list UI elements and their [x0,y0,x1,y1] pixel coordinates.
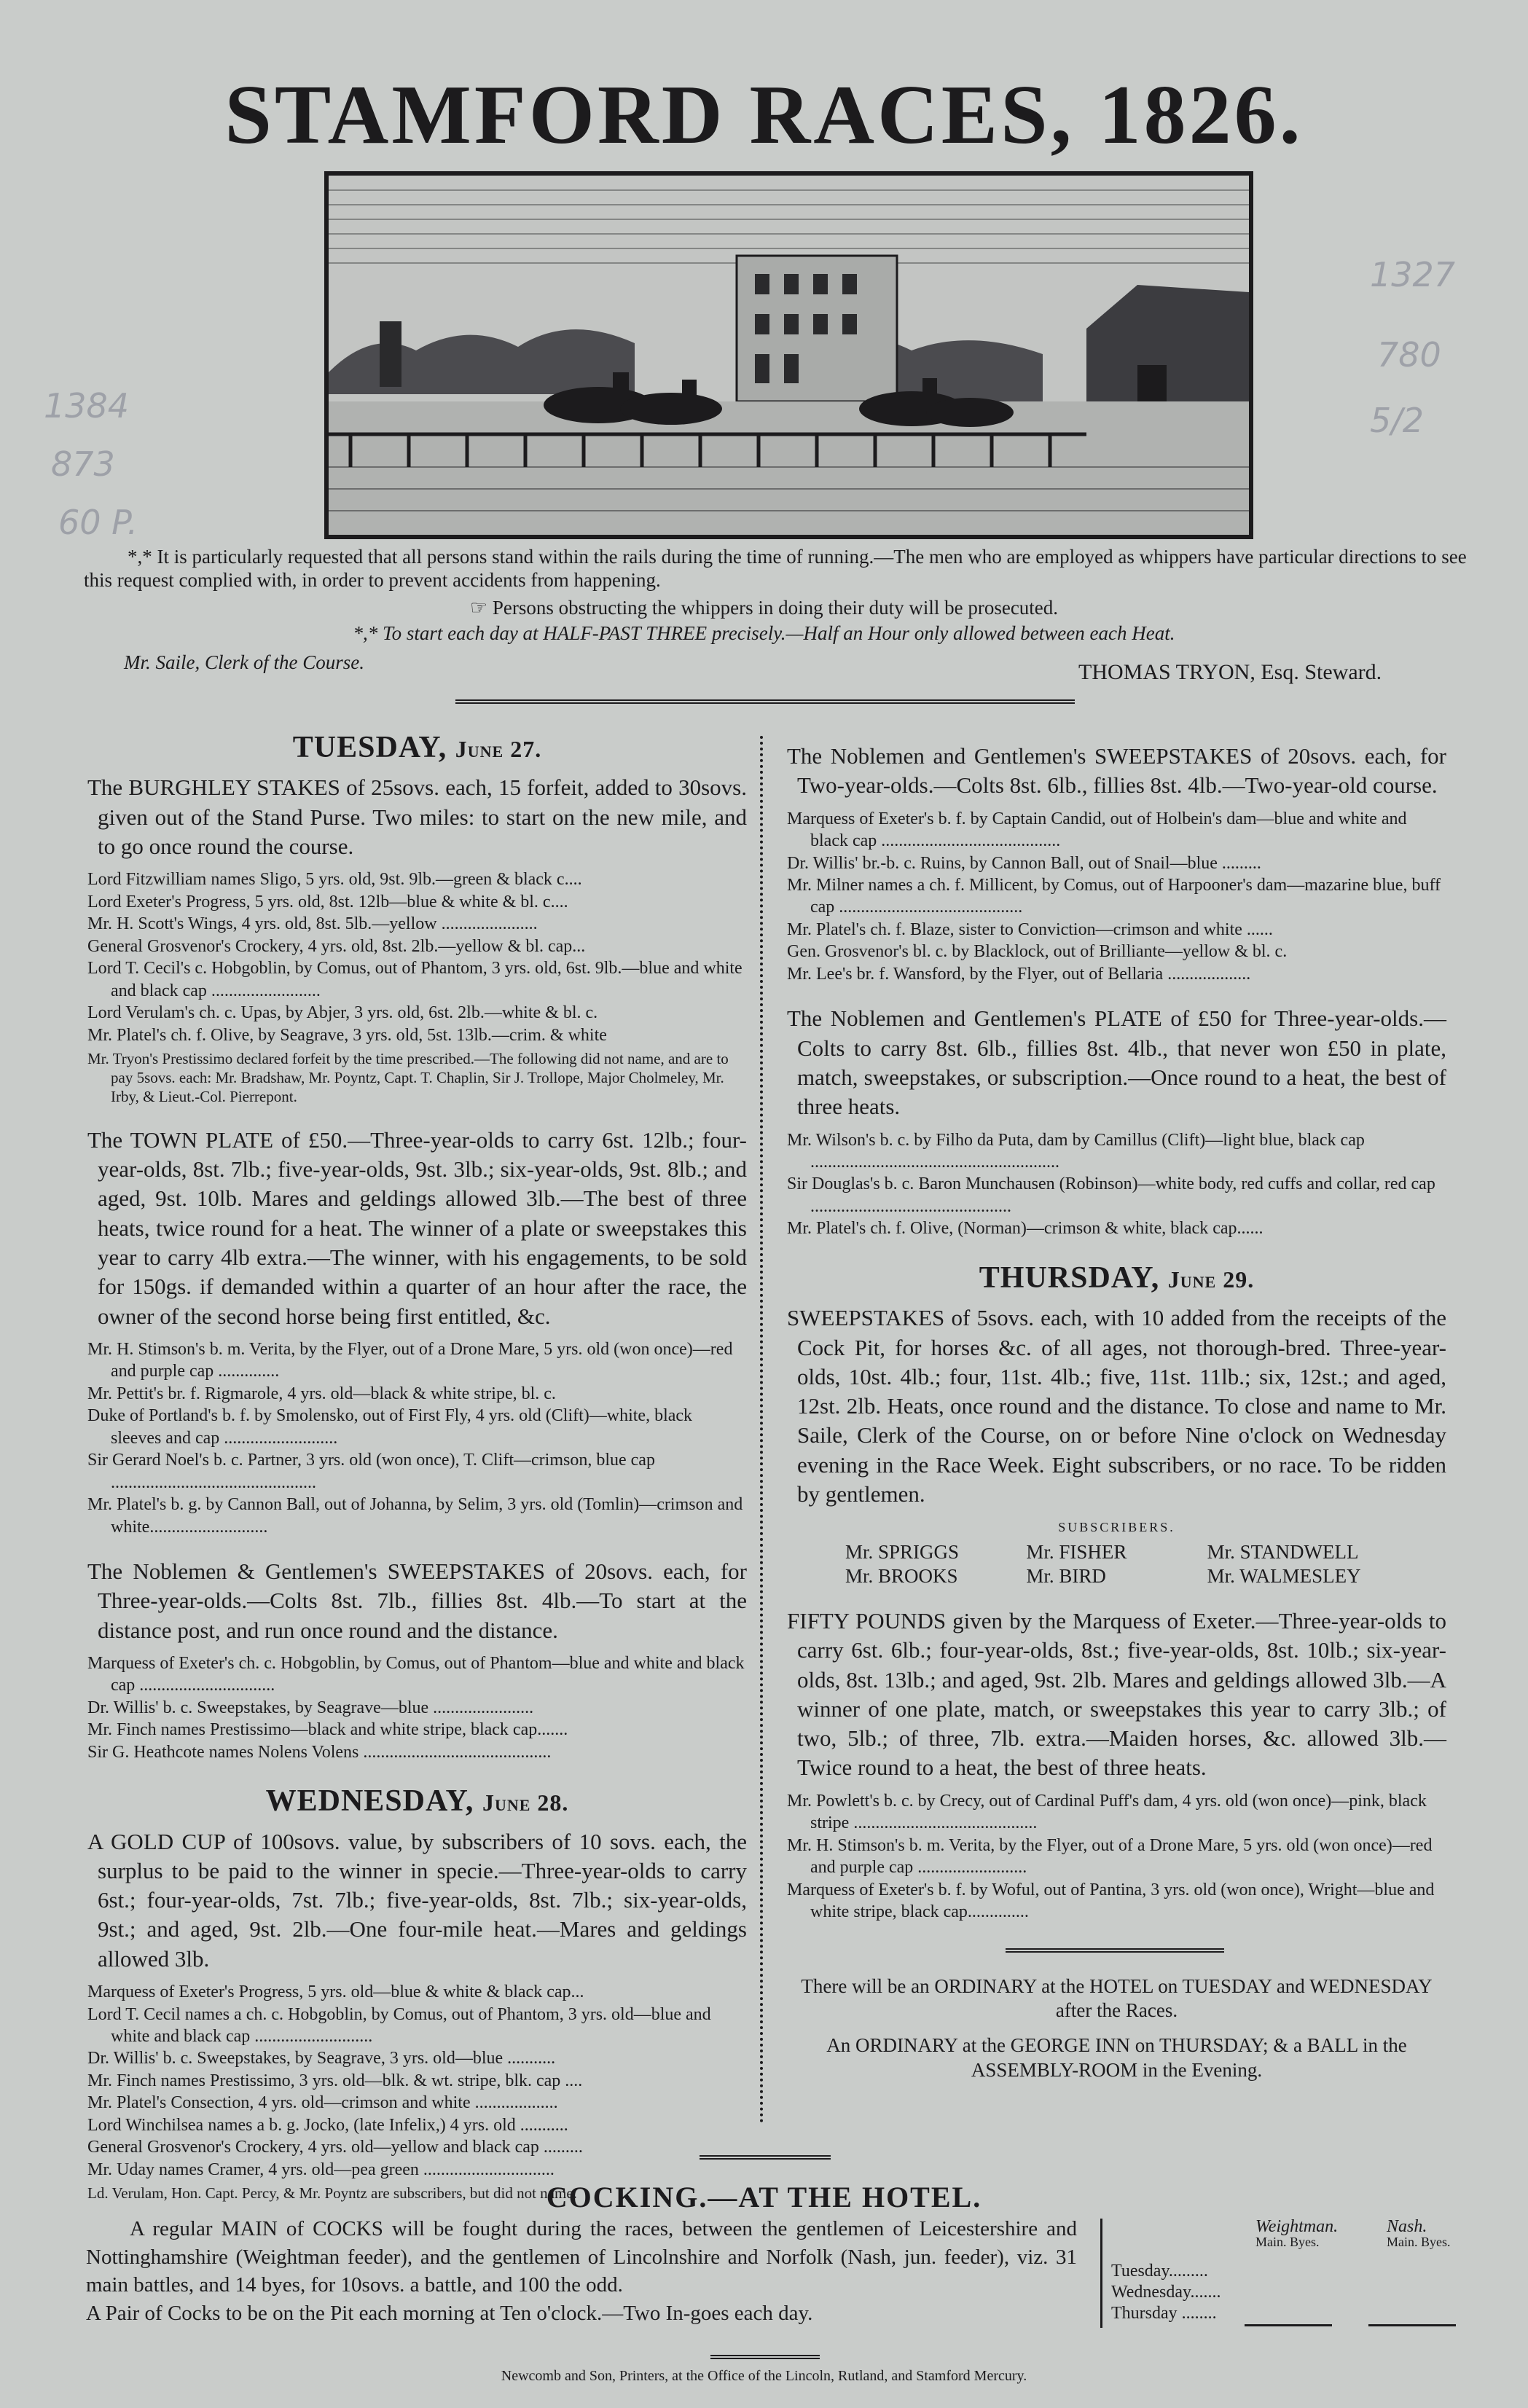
wednesday-plate-title: The Noblemen and Gentlemen's PLATE of £50 for Three-year-olds.—Colts to carry 8st. 6lb., fillies 8st. 4lb., that never won £50 in plate, match, sweepstakes, or subscription.—Once round to a heat, the best of three heats. [787,1005,1446,1120]
cocking-rule [700,2155,831,2160]
gold-cup-note: Ld. Verulam, Hon. Capt. Percy, & Mr. Poyntz are subscribers, but did not name. [87,2184,577,2203]
thursday-heading [787,1259,1446,1298]
clerk-of-course: Mr. Saile, Clerk of the Course. [124,651,364,673]
racecourse-woodcut [324,171,1253,539]
wednesday-heading [87,1782,747,1821]
tally-total-line [1245,2324,1332,2326]
ordinary-rule [1006,1948,1224,1953]
tuesday-date: June 27. [455,736,542,762]
start-time-notice: *,* To start each day at HALF-PAST THREE precisely.—Half an Hour only allowed between each Heat. [353,622,1175,644]
ordinary-hotel: There will be an ORDINARY at the HOTEL on TUESDAY and WEDNESDAY after the Races. [801,1974,1433,2022]
cocking-tally-table [1100,2219,1467,2328]
subscriber: Mr. BIRD [1026,1564,1106,1587]
list-item: Mr. Wilson's b. c. by Filho da Puta, dam by Camillus (Clift)—light blue, black cap ......................................................... [787,1130,1365,1172]
subscriber: Mr. STANDWELL [1207,1541,1359,1564]
subscriber: Mr. WALMESLEY [1207,1564,1361,1587]
list-item: Mr. Platel's b. g. by Cannon Ball, out of Johanna, by Selim, 3 yrs. old (Tomlin)—crimson and white........................... [87,1495,743,1537]
footer-rule [710,2355,820,2359]
list-item: Marquess of Exeter's b. f. by Woful, out of Pantina, 3 yrs. old (won once), Wright—blue and white stripe, black cap.............. [787,1880,1435,1922]
list-item: Lord T. Cecil names a ch. c. Hobgoblin, by Comus, out of Phantom, 3 yrs. old—blue and white and black cap ........................... [87,2004,711,2046]
list-item: Mr. H. Stimson's b. m. Verita, by the Flyer, out of a Drone Mare, 5 yrs. old (won once)—red and purple cap ......................... [787,1835,1433,1878]
list-item: Marquess of Exeter's ch. c. Hobgoblin, by Comus, out of Phantom—blue and white and black cap ............................... [87,1653,745,1695]
tally-total-line [1368,2324,1456,2326]
thursday-date: June 29. [1167,1266,1255,1293]
subscriber: Mr. SPRIGGS [845,1541,960,1564]
tuesday-day: TUESDAY, [292,731,447,764]
thursday-sweepstakes-title: SWEEPSTAKES of 5sovs. each, with 10 added from the receipts of the Cock Pit, for horses &c. of all ages, not thorough-bred. Three-year-olds, 10st. 4lb.; four, 11st. 4lb.; five, 11st. 11lb.; six, 12st.; and aged, 12st. 2lb. Heats, once round and the distance. To close and name to Mr. Saile, Clerk of the Course, on or before Nine o'clock on Wednesday evening in the Race Week. Eight subscribers, or no race. To be ridden by gentlemen. [787,1305,1446,1507]
list-item: Dr. Willis' b. c. Sweepstakes, by Seagrave, 3 yrs. old—blue ........... [87,2049,556,2068]
list-item: General Grosvenor's Crockery, 4 yrs. old—yellow and black cap ......... [87,2138,583,2157]
pencil-annotation: 780 [1377,335,1441,374]
list-item: Lord T. Cecil's c. Hobgoblin, by Comus, out of Phantom, 3 yrs. old, 6st. 9lb.—blue and white and black cap ......................... [87,959,743,1000]
pencil-annotation: 60 P. [58,503,138,542]
tally-sub-nash: Main. Byes. [1387,2235,1451,2249]
tally-header-weightman: Weightman. [1255,2217,1339,2236]
list-item: Lord Exeter's Progress, 5 yrs. old, 8st. 12lb—blue & white & bl. c.... [87,892,568,911]
left-column [87,729,747,2203]
right-column [787,742,1446,2083]
whippers-notice: ☞ Persons obstructing the whippers in doing their duty will be prosecuted. [469,597,1059,619]
thursday-day: THURSDAY, [979,1260,1160,1295]
list-item: Mr. Uday names Cramer, 4 yrs. old—pea green .............................. [87,2160,555,2179]
subscriber: Mr. FISHER [1026,1541,1127,1564]
tally-row: Wednesday....... [1111,2282,1221,2302]
list-item: Lord Fitzwilliam names Sligo, 5 yrs. old, 9st. 9lb.—green & black c.... [87,870,582,890]
list-item: Mr. Powlett's b. c. by Crecy, out of Cardinal Puff's dam, 4 yrs. old (won once)—pink, black stripe .......................................... [787,1791,1427,1833]
gold-cup-title: A GOLD CUP of 100sovs. value, by subscribers of 10 sovs. each, the surplus to be paid to the winner in specie.—Three-year-olds to carry 6st.; four-year-olds, 7st. 7lb.; five-year-olds, 8st. 7lb.; six-year-olds, 9st.; and aged, 9st. 2lb.—One four-mile heat.—Mares and geldings allowed 3lb. [87,1828,747,1972]
racecourse-engraving [329,176,1249,535]
list-item: Mr. Platel's ch. f. Blaze, sister to Conviction—crimson and white ...... [787,919,1273,939]
list-item: Dr. Willis' br.-b. c. Ruins, by Cannon Ball, out of Snail—blue ......... [787,853,1261,873]
page-title: STAMFORD RACES, 1826. [224,68,1304,162]
cocking-main: A regular MAIN of COCKS will be fought during the races, between the gentlemen of Leicestershire and Nottinghamshire (Weightman feeder), and the gentlemen of Lincolnshire and Norfolk (Nash, jun. feeder), viz. 31 main battles, and 14 byes, for 10sovs. a battle, and 100 the odd. [86,2217,1077,2297]
cocking-pair: A Pair of Cocks to be on the Pit each morning at Ten o'clock.—Two In-goes each day. [86,2301,813,2325]
pencil-annotation: 1384 [44,386,130,425]
subscribers-label: SUBSCRIBERS. [1058,1520,1175,1535]
wednesday-date: June 28. [482,1789,569,1816]
list-item: Mr. Lee's br. f. Wansford, by the Flyer, out of Bellaria ................... [787,964,1251,984]
list-item: Duke of Portland's b. f. by Smolensko, out of First Fly, 4 yrs. old (Clift)—white, black sleeves and cap .......................... [87,1406,693,1448]
list-item: Sir G. Heathcote names Nolens Volens ........................................... [87,1742,552,1762]
printer-imprint: Newcomb and Son, Printers, at the Office of the Lincoln, Rutland, and Stamford Mercury. [501,2368,1027,2384]
ordinary-george-inn: An ORDINARY at the GEORGE INN on THURSDAY; & a BALL in the ASSEMBLY-ROOM in the Evening. [826,2034,1407,2081]
wednesday-sweepstakes-title: The Noblemen and Gentlemen's SWEEPSTAKES of 20sovs. each, for Two-year-olds.—Colts 8st. 6lb., fillies 8st. 4lb.—Two-year-old course. [787,743,1446,799]
list-item: Sir Gerard Noel's b. c. Partner, 3 yrs. old (won once), T. Clift—crimson, blue cap ............................................... [87,1451,655,1492]
list-item: Mr. Platel's ch. f. Olive, by Seagrave, 3 yrs. old, 5st. 13lb.—crim. & white [87,1025,607,1045]
list-item: Lord Winchilsea names a b. g. Jocko, (late Infelix,) 4 yrs. old ........... [87,2115,568,2135]
list-item: Mr. Finch names Prestissimo, 3 yrs. old—blk. & wt. stripe, blk. cap .... [87,2071,583,2090]
tally-row: Thursday ........ [1111,2303,1217,2323]
header-rule [455,699,1075,704]
tally-header-nash: Nash. [1387,2217,1427,2236]
list-item: Marquess of Exeter's b. f. by Captain Candid, out of Holbein's dam—blue and white and black cap ......................................... [787,809,1407,851]
list-item: Mr. Platel's Consection, 4 yrs. old—crimson and white ................... [87,2093,558,2113]
list-item: Mr. H. Scott's Wings, 4 yrs. old, 8st. 5lb.—yellow ...................... [87,914,538,934]
list-item: General Grosvenor's Crockery, 4 yrs. old, 8st. 2lb.—yellow & bl. cap... [87,936,586,956]
list-item: Mr. Milner names a ch. f. Millicent, by Comus, out of Harpooner's dam—mazarine blue, buff cap .......................................... [787,876,1441,917]
burghley-stakes-title: The BURGHLEY STAKES of 25sovs. each, 15 forfeit, added to 30sovs. given out of the Stand Purse. Two miles: to start on the new mile, and to go once round the course. [87,774,747,859]
fifty-pounds-title: FIFTY POUNDS given by the Marquess of Exeter.—Three-year-olds to carry 6st. 6lb.; four-year-olds, 8st.; five-year-olds, 8st. 10lb.; six-year-olds, 8st. 13lb.; and aged, 9st. 2lb. Mares and geldings allowed 3lb.—A winner of one plate, match, or sweepstakes this year to carry 3lb.; of two, 5lb.; of three, 7lb. extra.—Maiden horses, &c. allowed 3lb.—Twice round to a heat, the best of three heats. [787,1607,1446,1781]
list-item: Marquess of Exeter's Progress, 5 yrs. old—blue & white & black cap... [87,1983,584,2002]
column-divider [760,736,763,2124]
tally-days [1111,2261,1221,2323]
subscribers-list [787,1540,1446,1588]
list-item: Mr. Platel's ch. f. Olive, (Norman)—crimson & white, black cap...... [787,1219,1263,1239]
tuesday-sweepstakes-title: The Noblemen & Gentlemen's SWEEPSTAKES of 20sovs. each, for Three-year-olds.—Colts 8st. 7lb., fillies 8st. 4lb.—To start at the distance post, and run once round and the distance. [87,1558,747,1643]
list-item: Lord Verulam's ch. c. Upas, by Abjer, 3 yrs. old, 6st. 2lb.—white & bl. c. [87,1003,598,1023]
tally-row: Tuesday......... [1111,2262,1208,2280]
list-item: Sir Douglas's b. c. Baron Munchausen (Robinson)—white body, red cuffs and collar, red cap .............................................. [787,1174,1435,1216]
list-item: Mr. H. Stimson's b. m. Verita, by the Flyer, out of a Drone Mare, 5 yrs. old (won once)—red and purple cap .............. [87,1339,733,1381]
list-item: Dr. Willis' b. c. Sweepstakes, by Seagrave—blue ....................... [87,1698,534,1717]
pencil-annotation: 5/2 [1370,401,1425,440]
cocking-description [86,2215,1077,2327]
subscriber: Mr. BROOKS [845,1564,958,1587]
tally-sub-weightman: Main. Byes. [1255,2235,1320,2249]
pencil-annotation: 1327 [1370,255,1456,294]
burghley-forfeit-note: Mr. Tryon's Prestissimo declared forfeit by the time prescribed.—The following did not name, and are to pay 5sovs. each: Mr. Bradshaw, Mr. Poyntz, Capt. T. Chaplin, Sir J. Trollope, Major Cholmeley, Mr. Irby, & Lieut.-Col. Pierrepont. [87,1049,729,1106]
wednesday-day: WEDNESDAY, [265,1784,474,1819]
pencil-annotation: 873 [51,444,115,484]
steward: THOMAS TRYON, Esq. Steward. [1078,660,1382,684]
list-item: Mr. Finch names Prestissimo—black and white stripe, black cap....... [87,1720,568,1740]
cocking-heading: COCKING.—AT THE HOTEL. [546,2181,982,2213]
list-item: Gen. Grosvenor's bl. c. by Blacklock, out of Brilliante—yellow & bl. c. [787,942,1288,962]
town-plate-title: The TOWN PLATE of £50.—Three-year-olds to carry 6st. 12lb.; four-year-olds, 8st. 7lb.; five-year-olds, 9st. 3lb.; six-year-olds, 9st. 8lb.; and aged, 9st. 10lb. Mares and geldings allowed 3lb.—The best of three heats, twice round for a heat. The winner of a plate or sweepstakes this year to carry 4lb extra.—The winner, with his engagements, to be sold for 150gs. if demanded within a quarter of an hour after the race, the owner of the second horse being first entitled, &c. [87,1126,747,1329]
rails-notice: *,* It is particularly requested that all persons stand within the rails during the time of running.—The men who are employed as whippers have particular directions to see this request complied with, in order to prevent accidents from happening. [84,546,1467,592]
tuesday-heading [87,729,747,767]
list-item: Mr. Pettit's br. f. Rigmarole, 4 yrs. old—black & white stripe, bl. c. [87,1384,556,1403]
